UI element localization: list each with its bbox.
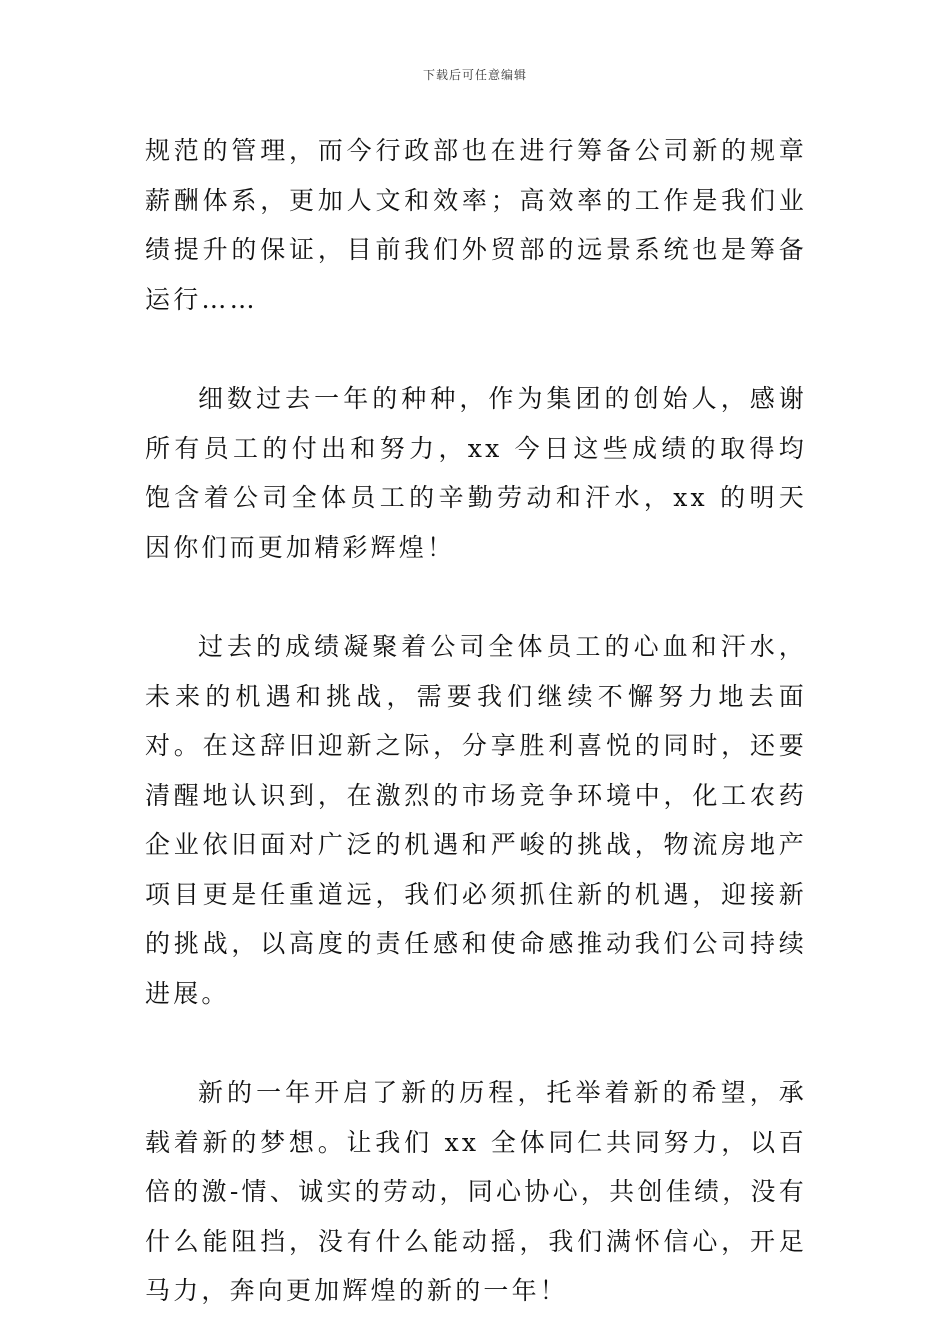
paragraph-continued: 规范的管理，而今行政部也在进行筹备公司新的规章薪酬体系，更加人文和效率；高效率的工作是我们业绩提升的保证，目前我们外贸部的远景系统也是筹备运行…… [145,136,807,314]
header-note: 下载后可任意编辑 [422,68,527,82]
paragraph-thanks: 细数过去一年的种种，作为集团的创始人，感谢所有员工的付出和努力，xx 今日这些成绩的取得均饱含着公司全体员工的辛勤劳动和汗水，xx 的明天因你们而更加精彩辉煌！ [145,384,807,562]
paragraph-challenges: 过去的成绩凝聚着公司全体员工的心血和汗水，未来的机遇和挑战，需要我们继续不懈努力地去面对。在这辞旧迎新之际，分享胜利喜悦的同时，还要清醒地认识到，在激烈的市场竞争环境中，化工农药企业依旧面对广泛的机遇和严峻的挑战，物流房地产项目更是任重道远，我们必须抓住新的机遇，迎接新的挑战，以高度的责任感和使命感推动我们公司持续进展。 [145,632,807,1008]
paragraph-new-year: 新的一年开启了新的历程，托举着新的希望，承载着新的梦想。让我们 xx 全体同仁共同努力，以百倍的激-情、诚实的劳动，同心协心，共创佳绩，没有什么能阻挡，没有什么能动摇，我们满怀信心，开足马力，奔向更加辉煌的新的一年！ [145,1078,807,1305]
paragraph-gap [145,1018,807,1068]
paragraph-gap [145,572,807,622]
paragraph-gap [145,324,807,374]
document-body [145,126,807,1316]
